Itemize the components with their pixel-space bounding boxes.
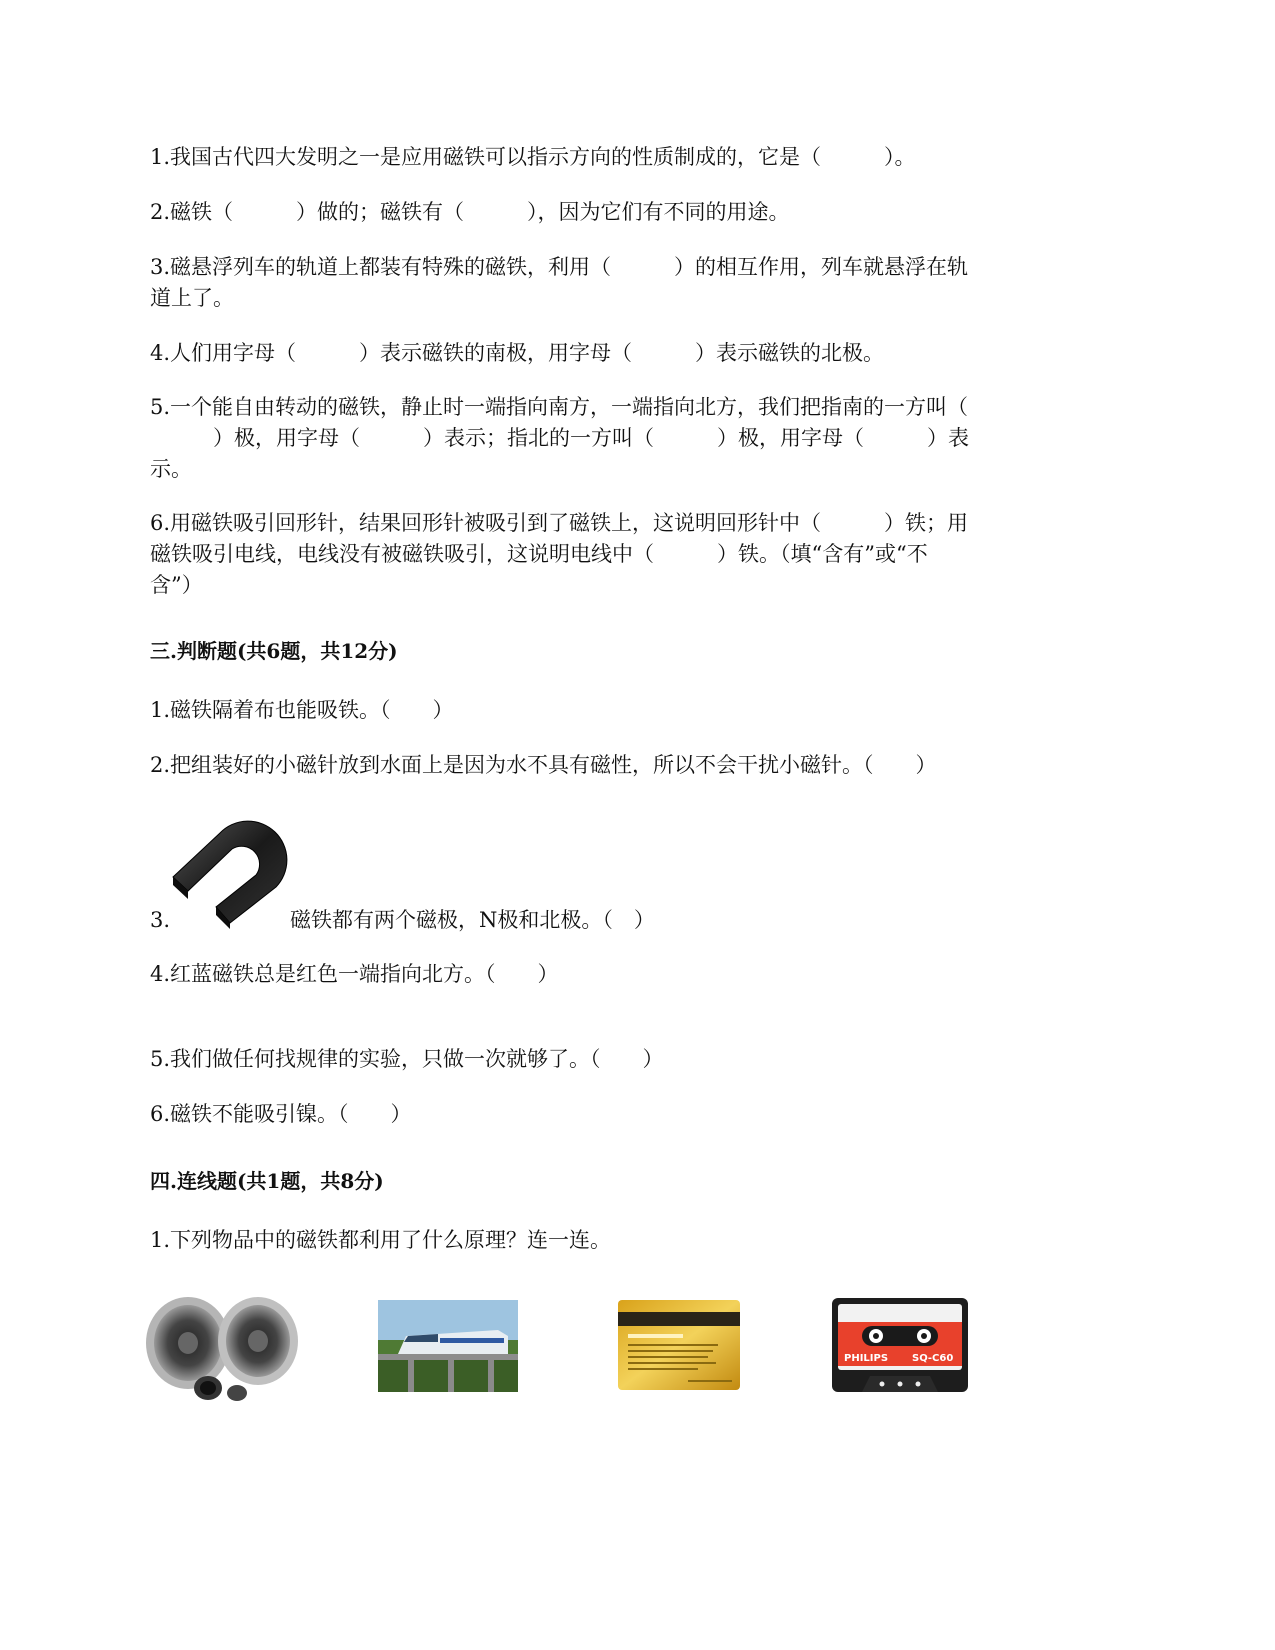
judge-q3-number: 3.	[150, 908, 171, 932]
judge-q3-text: 磁铁都有两个磁极，N极和北极。（ ）	[290, 908, 655, 932]
match-q1: 1.下列物品中的磁铁都利用了什么原理？连一连。	[150, 1228, 612, 1252]
judge-q5: 5.我们做任何找规律的实验，只做一次就够了。（ ）	[150, 1047, 664, 1071]
fill-q3-line2: 道上了。	[150, 286, 234, 310]
fill-q1-line1: 1.我国古代四大发明之一是应用磁铁可以指示方向的性质制成的，它是（ ）。	[150, 145, 916, 169]
fill-q6-line3: 含”）	[150, 573, 203, 597]
judge-q4: 4.红蓝磁铁总是红色一端指向北方。（ ）	[150, 962, 559, 986]
judge-q1: 1.磁铁隔着布也能吸铁。（ ）	[150, 698, 454, 722]
fill-q3-line1: 3.磁悬浮列车的轨道上都装有特殊的磁铁，利用（ ）的相互作用，列车就悬浮在轨	[150, 255, 969, 279]
judge-q2: 2.把组装好的小磁针放到水面上是因为水不具有磁性，所以不会干扰小磁针。（ ）	[150, 753, 937, 777]
fill-q6-line2: 磁铁吸引电线，电线没有被磁铁吸引，这说明电线中（ ）铁。（填“含有”或“不	[150, 542, 928, 566]
cassette-brand-label: PHILIPS	[844, 1353, 889, 1364]
cassette-tape-image	[832, 1298, 968, 1392]
section-heading-matching: 四.连线题(共1题，共8分)	[150, 1169, 384, 1193]
fill-q4-line1: 4.人们用字母（ ）表示磁铁的南极，用字母（ ）表示磁铁的北极。	[150, 341, 885, 365]
fill-q5-line3: 示。	[150, 457, 192, 481]
fill-q5-line2: ）极，用字母（ ）表示；指北的一方叫（ ）极，用字母（ ）表	[150, 426, 969, 450]
magnetic-card-image	[618, 1300, 740, 1390]
horseshoe-magnet-image	[168, 815, 288, 930]
cassette-model-label: SQ-C60	[912, 1353, 954, 1364]
speakers-image	[143, 1293, 303, 1405]
fill-q2-line1: 2.磁铁（ ）做的；磁铁有（ ），因为它们有不同的用途。	[150, 200, 790, 224]
fill-q5-line1: 5.一个能自由转动的磁铁，静止时一端指向南方，一端指向北方，我们把指南的一方叫（	[150, 395, 969, 419]
fill-q6-line1: 6.用磁铁吸引回形针，结果回形针被吸引到了磁铁上，这说明回形针中（ ）铁；用	[150, 511, 969, 535]
judge-q6: 6.磁铁不能吸引镍。（ ）	[150, 1102, 412, 1126]
section-heading-judgment: 三.判断题(共6题，共12分)	[150, 639, 398, 663]
maglev-train-image	[378, 1300, 518, 1392]
